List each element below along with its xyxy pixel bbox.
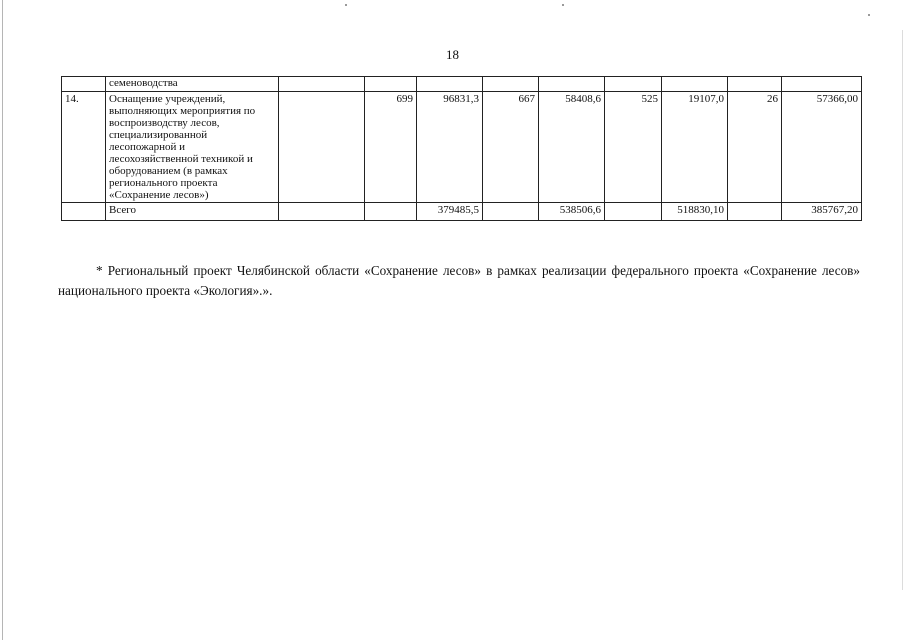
table-cell — [279, 92, 365, 203]
table-cell — [62, 203, 106, 221]
scan-edge-line-right — [902, 30, 903, 590]
table-cell-total-v3-sum: 518830,10 — [662, 203, 728, 221]
table-cell-total-v4-sum: 385767,20 — [782, 203, 862, 221]
table-cell-v2-sum: 58408,6 — [539, 92, 605, 203]
table-row-continuation — [62, 77, 862, 92]
activities-table — [61, 76, 862, 221]
table-cell-v4-qty: 26 — [728, 92, 782, 203]
table-cell — [365, 77, 417, 92]
table-cell-v3-qty: 525 — [605, 92, 662, 203]
table-cell — [279, 77, 365, 92]
table-cell-index: 14. — [62, 92, 106, 203]
scan-speck — [345, 4, 347, 6]
table-cell — [365, 203, 417, 221]
table-cell — [605, 203, 662, 221]
table-cell — [483, 203, 539, 221]
table-cell-name: семеноводства — [106, 77, 279, 92]
page-number: 18 — [446, 47, 459, 62]
scan-speck — [868, 14, 870, 16]
table-cell-v1-qty: 699 — [365, 92, 417, 203]
table-cell — [662, 77, 728, 92]
table-cell — [417, 77, 483, 92]
footnote: * Региональный проект Челябинской области «Сохранение лесов» в рамках реализации федерального проекта «Сохранение лесов» национального проекта «Экология».». — [58, 263, 860, 299]
table-cell-total-v1-sum: 379485,5 — [417, 203, 483, 221]
table-cell — [279, 203, 365, 221]
table-cell — [782, 77, 862, 92]
table-row-total — [62, 203, 862, 221]
table-cell-name: Оснащение учреждений, выполняющих мероприятия по воспроизводству лесов, специализированной лесопожарной и лесохозяйственной техникой и оборудованием (в рамках регионального проекта «Сохранение лесов») — [106, 92, 279, 203]
scan-edge-line-left — [2, 0, 3, 640]
table-cell — [483, 77, 539, 92]
table-row-14 — [62, 92, 862, 203]
table-cell — [728, 203, 782, 221]
scan-speck — [562, 4, 564, 6]
table-cell — [539, 77, 605, 92]
table-cell — [605, 77, 662, 92]
table-cell-v2-qty: 667 — [483, 92, 539, 203]
table-cell-total-label: Всего — [106, 203, 279, 221]
table-cell-v4-sum: 57366,00 — [782, 92, 862, 203]
table-cell-v3-sum: 19107,0 — [662, 92, 728, 203]
table-cell-v1-sum: 96831,3 — [417, 92, 483, 203]
table-cell — [62, 77, 106, 92]
table-cell — [728, 77, 782, 92]
table-cell-total-v2-sum: 538506,6 — [539, 203, 605, 221]
